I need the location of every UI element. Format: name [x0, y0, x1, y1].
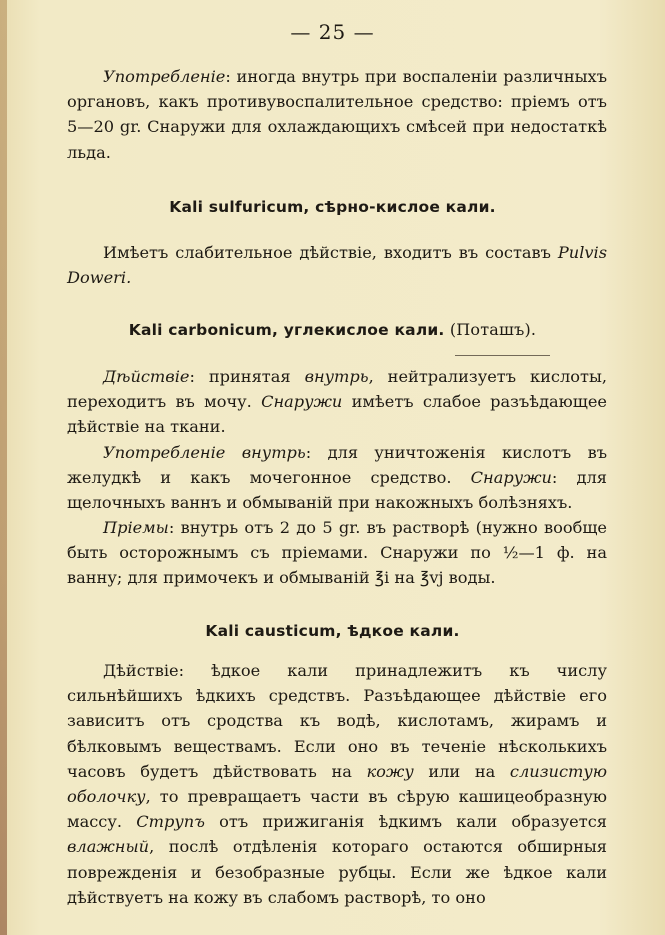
emph-mucous: слизистую оболочку — [67, 761, 607, 807]
emph-wet: влажный — [67, 837, 150, 857]
paragraph-sulfuricum — [67, 240, 607, 290]
label-action: Дѣйствіе — [103, 367, 190, 386]
paragraph-usage-1 — [67, 64, 607, 165]
label-usage-internal: Употребленіе внутрь — [103, 443, 306, 462]
carbonicum-title: Kali carbonicum, углекислое кали. — [128, 321, 445, 339]
carbonicum-note: (Поташъ). — [444, 320, 537, 339]
sulfuricum-text: Имѣетъ слабительное дѣйствіе, входитъ въ составъ — [103, 243, 558, 262]
paragraph-causticum — [67, 658, 607, 910]
label-doses: Пріемы — [103, 518, 169, 537]
label-usage: Употребленіе — [103, 67, 226, 86]
causticum-text-e: , послѣ отдѣленія котораго остаются обширныя поврежденія и безобразные рубцы. Если же ѣдкое кали дѣйствуетъ на кожу въ слабомъ растворѣ, то оно — [67, 837, 607, 907]
paragraph-usage-internal — [67, 440, 607, 516]
causticum-text-c: , то превращаетъ части въ сѣрую кашицеобразную массу. — [67, 787, 607, 832]
emph-skin: кожу — [366, 761, 414, 781]
causticum-text-b: или на — [413, 761, 510, 781]
emph-outside-2: Снаружи — [470, 468, 552, 488]
action-text-b: , нейтрализуетъ кислоты, переходитъ въ мочу. — [67, 367, 607, 412]
emph-scab: Струпъ — [136, 812, 205, 832]
causticum-text-a: Дѣйствіе: ѣдкое кали принадлежитъ къ числу сильнѣйшихъ ѣдкихъ средствъ. Разъѣдающее дѣйствіе его зависитъ отъ сродства къ водѣ, кислотамъ, жирамъ и бѣлковымъ веществамъ. Если оно въ теченіе нѣсколькихъ часовъ будетъ дѣйствовать на — [67, 661, 607, 781]
pulvis-doweri: Pulvis Doweri. — [67, 243, 607, 288]
doses-text: : внутрь отъ 2 до 5 gr. въ растворѣ (нужно вообще быть осторожнымъ съ пріемами. Снаружи по ½—1 ф. на ванну; для примочекъ и обмываній ℥i на ℥vj воды. — [67, 518, 607, 588]
page-binding-edge — [0, 0, 7, 935]
action-text-a: : принятая — [189, 367, 305, 386]
action-text-c: имѣетъ слабое разъѣдающее дѣйствіе на ткани. — [67, 392, 607, 437]
paragraph-action — [67, 364, 607, 440]
usage-internal-a: : для уничтоженія кислотъ въ желудкѣ и какъ мочегонное средство. — [67, 443, 607, 488]
usage-text: : иногда внутрь при воспаленіи различныхъ органовъ, какъ противувоспалительное средство: пріемъ отъ 5—20 gr. Снаружи для охлаждающихъ смѣсей при недостаткѣ льда. — [67, 67, 607, 162]
usage-internal-b: : для щелочныхъ ваннъ и обмываній при накожныхъ болѣзняхъ. — [67, 468, 607, 513]
divider-line — [455, 355, 550, 356]
heading-kali-sulfuricum: Kali sulfuricum, сѣрно-кислое кали. — [169, 198, 496, 216]
heading-kali-carbonicum — [0, 320, 665, 339]
emph-inside: внутрь — [304, 367, 369, 386]
paragraph-doses — [67, 515, 607, 591]
causticum-text-d: отъ прижиганія ѣдкимъ кали образуется — [204, 812, 607, 832]
page-number: — 25 — — [290, 20, 375, 44]
emph-outside: Снаружи — [261, 392, 343, 412]
heading-kali-causticum: Kali causticum, ѣдкое кали. — [205, 622, 460, 640]
